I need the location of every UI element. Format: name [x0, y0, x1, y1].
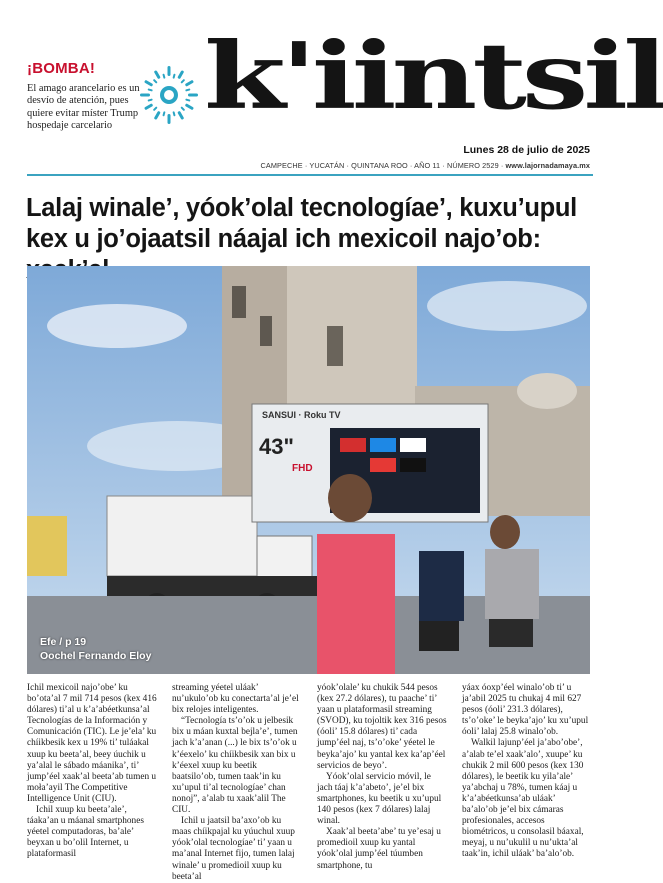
article-column-2	[172, 683, 302, 883]
photo-credit-author: Oochel Fernando Eloy	[40, 650, 152, 662]
paragraph: yáax óoxp’éel winalo’ob ti’ u ja’abil 2025 tu chukaj 4 mil 627 pesos (óoli’ 231.3 dólares), ts’o’oke’ le beyka’ajo’ ku xu’upul óoli’ lalaj 25.8 winalo’ob.	[462, 683, 589, 738]
cover-photo	[27, 266, 590, 674]
issue-date: Lunes 28 de julio de 2025	[463, 144, 590, 156]
paragraph: “Tecnología ts’o’ok u jelbesik bix u máan kuxtal bejla’e’, tumen jach k’a’anan (...) le bix ts’o’ok u k’éexelo’ ku chíikbesik xan bix u k’éexel xuup ku beetik baatsilo’ob, tumen taak’in ku xu’upul ti’al tecnologíae’ chan nonoj”, a’alab tu xaak’alil The CIU.	[172, 716, 298, 816]
paragraph: Yóok’olal servicio móvil, le jach táaj k’a’abeto’, je’el bix smartphones, ku beetik u xu’upul 140 pesos (kex 7 dólares) lalaj winal.	[317, 771, 442, 827]
tv-brand: SANSUI · Roku TV	[262, 410, 341, 420]
article-column-3	[317, 683, 447, 872]
paragraph: Walkil lajunp’éel ja’abo’obe’, a’alab te’el xaak’alo’, xuupe’ ku chukik 2 mil 600 pesos (kex 130 dólares), le beetik ku yila’ale’ ya’abchaj u 78%, tumen káaj u k’a’abéetkunsa’ab uláak’ ba’alo’ob je’el bix cámaras profesionales, accesos biométricos, u consolasil báaxal, meyaj, u nu’ukulil u nu’ukta’al taak’in, ichil uláak’ ba’alo’ob.	[462, 738, 584, 860]
paragraph: yóok’olale’ ku chukik 544 pesos (kex 27.2 dólares), tu paache’ ti’ yaan u plataformasil streaming (SVOD), ku tojoltik kex 316 pesos (óoli’ 15.8 dólares) ti’ cada jump’éel naj, ts’o’oke’ yéetel le beyka’ajo’ ku yantal kex ka’ap’éel servicios de beyo’.	[317, 683, 447, 771]
masthead-logo: k'iintsil	[204, 21, 663, 130]
paragraph: Ichil mexicoil najo’obe’ ku bo’ota’al 7 mil 714 pesos (kex 416 dólares) ti’al u k’a’abéetkunsa’al Tecnologías de la Información y Comunicación (TIC). Le je’ela’ ku chíikbesik kex u 19% ti’ tuláakal xuup ku beeta’al, beey úuchik u ya’alal le sábado máanika’, ti’ jump’éel xaak’al beeta’ab tumen u moła’ayil The Competitive Intelligence Unit (CIU).	[27, 683, 157, 804]
paragraph: Xaak’al beeta’abe’ tu ye’esaj u promedioil xuup ku yantal yóok’olal jump’éel túumben smartphone, tu	[317, 827, 441, 871]
sun-logo-icon	[138, 64, 200, 126]
main-headline: Lalaj winale’, yóok’olal tecnologíae’, kuxu’upul kex u jo’ojaatsil náajal ich mexicoil najo’ob:	[26, 194, 577, 253]
article-columns	[27, 683, 593, 882]
article-column-1	[27, 683, 157, 861]
bomba-title: ¡BOMBA!	[27, 60, 96, 77]
tv-label: FHD	[292, 463, 313, 474]
paragraph: streaming yéetel uláak’ nu’ukulo’ob ku conectarta’al je’el bix relojes inteligentes.	[172, 683, 299, 716]
photo-credit-page: Efe / p 19	[40, 636, 87, 648]
paragraph: Ichil u jaatsil ba’axo’ob ku maas chíikpajal ku yúuchul xuup yóok’olal tecnologíae’ ti’ yaan u ma’anal Internet fijo, tumen lalaj winale’ u promedioil xuup ku beeta’al	[172, 816, 295, 882]
website-link[interactable]: www.lajornadamaya.mx	[505, 161, 590, 170]
masthead-rule	[27, 174, 593, 176]
edition-line	[261, 161, 590, 170]
edition-text: CAMPECHE · YUCATÁN · QUINTANA ROO · AÑO 11 · NÚMERO 2529 ·	[260, 161, 506, 170]
paragraph: Ichil xuup ku beeta’ale’, táaka’an u máanal smartphones yéetel computadoras, ba’ale’ beyxan u bo’olil Internet, u plataformasil	[27, 805, 144, 860]
bomba-text: El amago arancelario es un desvío de atención, pues quiere evitar míster Trump hospedaje carcelario	[27, 83, 140, 132]
article-column-4	[462, 683, 592, 861]
tv-size: 43"	[259, 434, 294, 459]
